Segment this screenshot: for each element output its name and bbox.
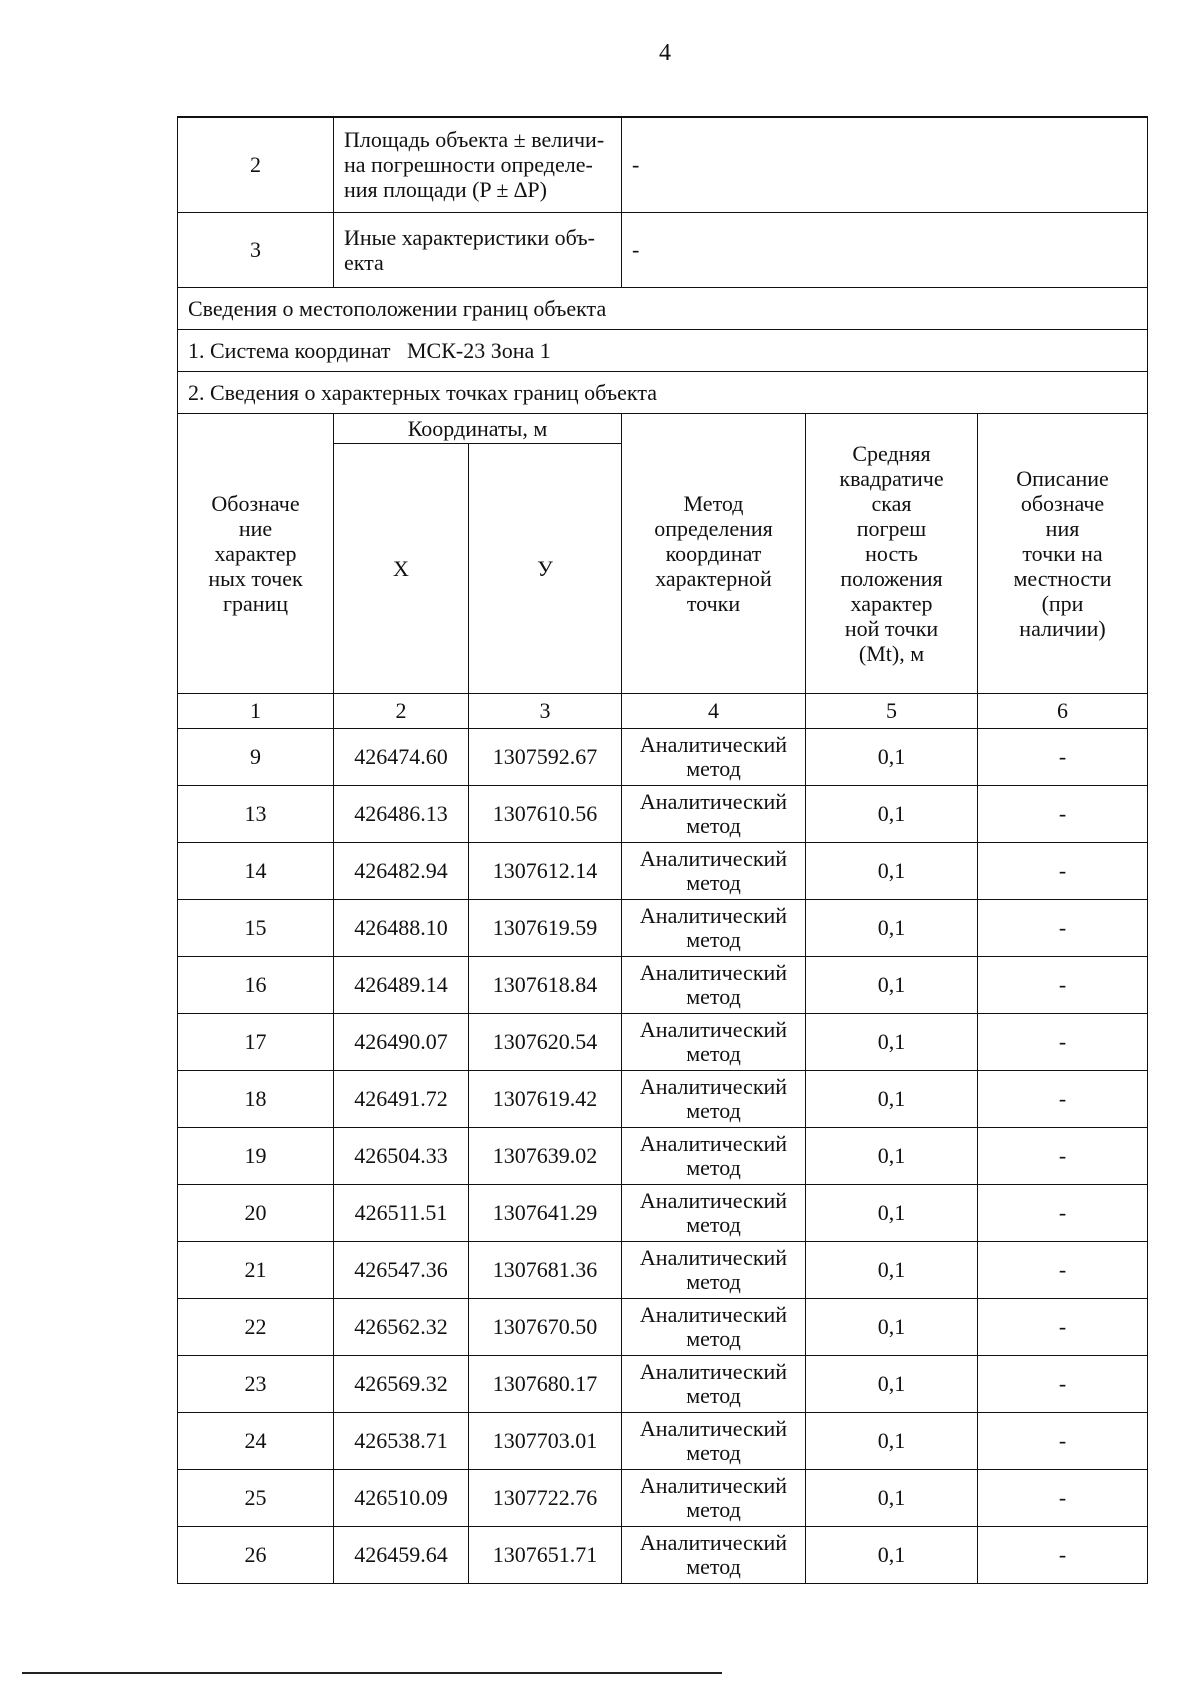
coordinate-system: 1. Система координат МСК-23 Зона 1 [178, 329, 1148, 371]
point-x: 426547.36 [334, 1241, 469, 1298]
point-id: 15 [178, 899, 334, 956]
footer-rule [22, 1672, 722, 1674]
column-number: 5 [806, 693, 978, 728]
point-y: 1307620.54 [469, 1013, 622, 1070]
point-description: - [978, 1184, 1148, 1241]
point-mt: 0,1 [806, 1184, 978, 1241]
point-id: 9 [178, 728, 334, 785]
table-row [178, 1412, 1148, 1469]
point-y: 1307681.36 [469, 1241, 622, 1298]
point-description: - [978, 899, 1148, 956]
point-description: - [978, 842, 1148, 899]
header-y: У [469, 443, 622, 693]
point-description: - [978, 1469, 1148, 1526]
point-y: 1307619.42 [469, 1070, 622, 1127]
point-mt: 0,1 [806, 842, 978, 899]
table-row [178, 1127, 1148, 1184]
point-mt: 0,1 [806, 1355, 978, 1412]
column-number: 1 [178, 693, 334, 728]
point-id: 20 [178, 1184, 334, 1241]
other-characteristics-value: - [622, 212, 1148, 287]
point-x: 426569.32 [334, 1355, 469, 1412]
point-mt: 0,1 [806, 956, 978, 1013]
point-method: Аналитический метод [622, 956, 806, 1013]
header-mean-square-error: Средняя квадратиче ская погреш ность положения характер ной точки (Mt), м [806, 413, 978, 693]
column-number: 2 [334, 693, 469, 728]
point-method: Аналитический метод [622, 1184, 806, 1241]
point-x: 426489.14 [334, 956, 469, 1013]
point-x: 426510.09 [334, 1469, 469, 1526]
table-row [178, 842, 1148, 899]
point-x: 426562.32 [334, 1298, 469, 1355]
point-y: 1307680.17 [469, 1355, 622, 1412]
point-id: 25 [178, 1469, 334, 1526]
point-x: 426504.33 [334, 1127, 469, 1184]
point-description: - [978, 728, 1148, 785]
point-x: 426486.13 [334, 785, 469, 842]
point-y: 1307670.50 [469, 1298, 622, 1355]
section-title: Сведения о местоположении границ объекта [178, 287, 1148, 329]
point-x: 426490.07 [334, 1013, 469, 1070]
point-description: - [978, 785, 1148, 842]
point-y: 1307610.56 [469, 785, 622, 842]
header-designation: Обозначе ние характер ных точек границ [178, 413, 334, 693]
header-coordinates: Координаты, м [334, 413, 622, 443]
point-method: Аналитический метод [622, 1070, 806, 1127]
area-label: Площадь объекта ± величи- на погрешности определе- ния площади (P ± ∆P) [334, 117, 622, 212]
point-method: Аналитический метод [622, 785, 806, 842]
point-description: - [978, 1241, 1148, 1298]
point-x: 426511.51 [334, 1184, 469, 1241]
point-description: - [978, 1526, 1148, 1583]
object-boundaries-table [177, 116, 1148, 1584]
point-method: Аналитический метод [622, 899, 806, 956]
point-y: 1307612.14 [469, 842, 622, 899]
header-method: Метод определения координат характерной точки [622, 413, 806, 693]
table-row [178, 1469, 1148, 1526]
table-row [178, 1526, 1148, 1583]
header-description: Описание обозначе ния точки на местности (при наличии) [978, 413, 1148, 693]
point-y: 1307722.76 [469, 1469, 622, 1526]
point-mt: 0,1 [806, 785, 978, 842]
point-id: 13 [178, 785, 334, 842]
point-description: - [978, 1355, 1148, 1412]
point-id: 19 [178, 1127, 334, 1184]
point-description: - [978, 956, 1148, 1013]
table-row [178, 956, 1148, 1013]
point-y: 1307618.84 [469, 956, 622, 1013]
point-id: 23 [178, 1355, 334, 1412]
row-number: 3 [178, 212, 334, 287]
column-number: 3 [469, 693, 622, 728]
point-id: 14 [178, 842, 334, 899]
point-description: - [978, 1070, 1148, 1127]
row-number: 2 [178, 117, 334, 212]
point-id: 16 [178, 956, 334, 1013]
point-mt: 0,1 [806, 899, 978, 956]
other-characteristics-label: Иные характеристики объ- екта [334, 212, 622, 287]
point-mt: 0,1 [806, 1469, 978, 1526]
column-number: 6 [978, 693, 1148, 728]
table-row [178, 1070, 1148, 1127]
table-row [178, 1355, 1148, 1412]
point-method: Аналитический метод [622, 1355, 806, 1412]
point-y: 1307641.29 [469, 1184, 622, 1241]
point-y: 1307639.02 [469, 1127, 622, 1184]
header-x: Х [334, 443, 469, 693]
point-description: - [978, 1298, 1148, 1355]
table-row [178, 1013, 1148, 1070]
point-method: Аналитический метод [622, 1469, 806, 1526]
point-description: - [978, 1412, 1148, 1469]
point-id: 22 [178, 1298, 334, 1355]
point-id: 21 [178, 1241, 334, 1298]
column-number: 4 [622, 693, 806, 728]
point-method: Аналитический метод [622, 1526, 806, 1583]
point-method: Аналитический метод [622, 842, 806, 899]
point-method: Аналитический метод [622, 1412, 806, 1469]
point-id: 26 [178, 1526, 334, 1583]
point-method: Аналитический метод [622, 1013, 806, 1070]
point-mt: 0,1 [806, 1526, 978, 1583]
point-method: Аналитический метод [622, 1127, 806, 1184]
point-method: Аналитический метод [622, 1241, 806, 1298]
point-mt: 0,1 [806, 1412, 978, 1469]
point-y: 1307592.67 [469, 728, 622, 785]
table-row [178, 728, 1148, 785]
point-x: 426491.72 [334, 1070, 469, 1127]
point-method: Аналитический метод [622, 1298, 806, 1355]
points-title: 2. Сведения о характерных точках границ объекта [178, 371, 1148, 413]
point-y: 1307651.71 [469, 1526, 622, 1583]
point-mt: 0,1 [806, 1241, 978, 1298]
point-mt: 0,1 [806, 1013, 978, 1070]
point-description: - [978, 1013, 1148, 1070]
point-x: 426538.71 [334, 1412, 469, 1469]
point-x: 426459.64 [334, 1526, 469, 1583]
page-number: 4 [659, 40, 671, 66]
table-row [178, 785, 1148, 842]
point-mt: 0,1 [806, 728, 978, 785]
point-mt: 0,1 [806, 1070, 978, 1127]
point-y: 1307703.01 [469, 1412, 622, 1469]
point-id: 18 [178, 1070, 334, 1127]
point-description: - [978, 1127, 1148, 1184]
table-row [178, 899, 1148, 956]
point-y: 1307619.59 [469, 899, 622, 956]
area-value: - [622, 117, 1148, 212]
point-id: 17 [178, 1013, 334, 1070]
point-x: 426474.60 [334, 728, 469, 785]
table-row [178, 1298, 1148, 1355]
point-id: 24 [178, 1412, 334, 1469]
point-mt: 0,1 [806, 1298, 978, 1355]
point-mt: 0,1 [806, 1127, 978, 1184]
point-x: 426482.94 [334, 842, 469, 899]
table-row [178, 1184, 1148, 1241]
point-method: Аналитический метод [622, 728, 806, 785]
point-x: 426488.10 [334, 899, 469, 956]
table-row [178, 1241, 1148, 1298]
